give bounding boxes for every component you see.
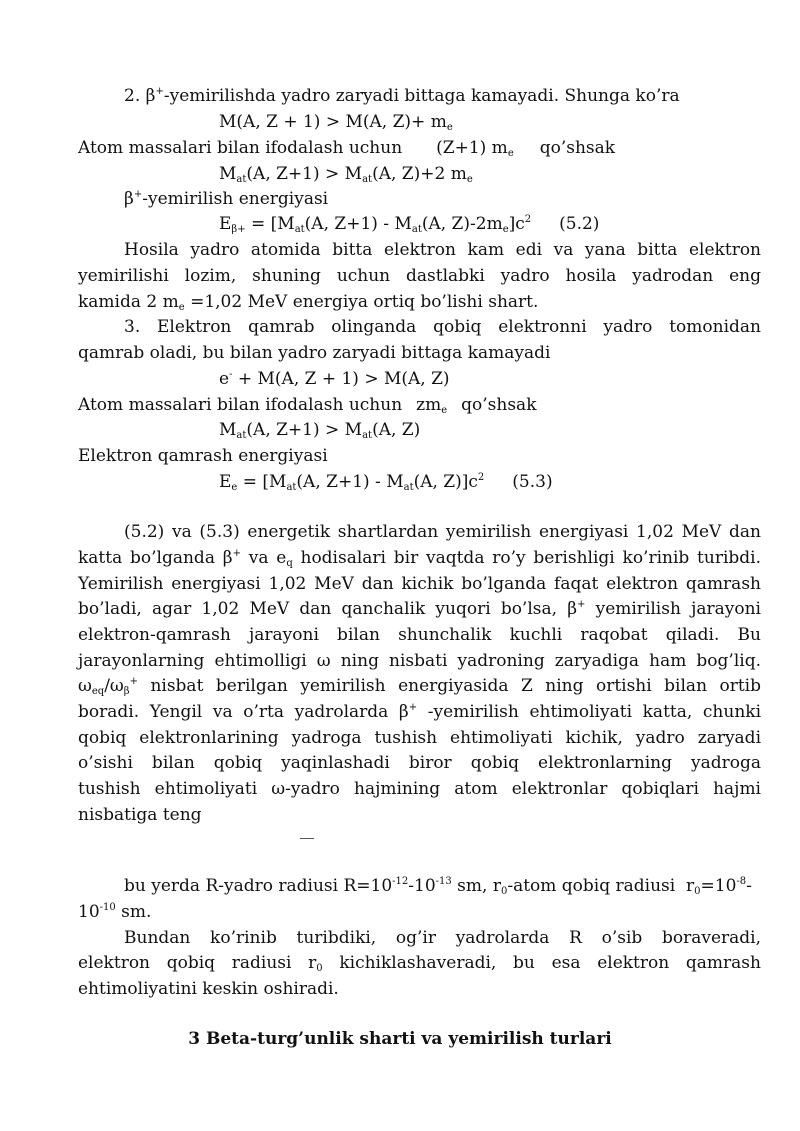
paragraph-5-line-1: Bundan ko’rinib turibdiki, og’ir yadrolarda R o’sib boraveradi, [124,928,761,948]
section-heading: 3 Beta-turg’unlik sharti va yemirilish turlari [188,1029,612,1049]
formula-placeholder-dash [300,838,314,839]
paragraph-3-line-8: boradi. Yengil va o’rta yadrolarda β+ -yemirilish ehtimoliyati katta, chunki [78,702,762,722]
inequality-mass-3: $M_{at}(A$, $Z+1) > M_{at}(A$, Z) [219,420,421,441]
paragraph-3-line-11: tushish ehtimoliyati ω-yadro hajmining atom elektronlar qobiqlari hajmi [78,779,761,799]
paragraph-3-line-2: katta bo’lganda β+ va $e_q$ hodisalari bir vaqtda ro’y berishligi ko’rinib turibdi. [78,548,762,569]
paragraph-2-line-2: qamrab oladi, bu bilan yadro zaryadi bittaga kamayadi [78,343,551,363]
paragraph-3-line-10: o’sishi bilan qobiq yaqinlashadi biror qobiq elektronlarning yadroga [78,753,761,773]
inequality-mass-1: M(A, Z + 1) > M(A, $Z)+ m_e$ [219,112,453,133]
line-electron-capture-energy: Elektron qamrash energiyasi [78,446,328,466]
line-beta-plus-energy: β+-yemirilish energiyasi [124,189,329,209]
reaction-electron-capture: e- + M(A, Z + 1) > M(A, Z) [219,369,450,389]
paragraph-3-line-3: Yemirilish energiyasi 1,02 MeV dan kichik bo’lganda faqat elektron qamrash [78,574,761,594]
equation-5-3: $E_e = [M_{at}(A$, $Z+1) - M_{at}(A$, $Z)]c^2$ (5.3) [219,472,553,493]
paragraph-3-line-7: $\omega_{eq}/\omega_\beta^+$ nisbat berilgan yemirilish energiyasida Z ning ortishi bilan ortib [78,676,761,697]
paragraph-3-line-12: nisbatiga teng [78,805,202,825]
paragraph-3-line-5: elektron-qamrash jarayoni bilan shunchalik kuchli raqobat qiladi. Bu [78,625,761,645]
line-atom-mass-2: Atom massalari bilan ifodalash uchun $zm_e$ qo’shsak [78,395,537,416]
paragraph-4-line-1: bu yerda R-yadro radiusi $R=10^{-12}-10^{-13}$ sm, $r_0$-atom qobiq radiusi $r_0=10^{-8}-$ [124,876,752,897]
paragraph-1-line-3: kamida 2 $m_e =1,02$ MeV energiya ortiq bo’lishi shart. [78,292,539,313]
paragraph-1-line-2: yemirilishi lozim, shuning uchun dastlabki yadro hosila yadrodan eng [78,266,761,286]
paragraph-1-line-1: Hosila yadro atomida bitta elektron kam edi va yana bitta elektron [124,240,761,260]
paragraph-5-line-3: ehtimoliyatini keskin oshiradi. [78,979,339,999]
paragraph-3-line-4: bo’ladi, agar 1,02 MeV dan qanchalik yuqori bo’lsa, β+ yemirilish jarayoni [78,599,761,619]
paragraph-3-line-9: qobiq elektronlarining yadroga tushish ehtimoliyati kichik, yadro zaryadi [78,728,761,748]
paragraph-4-line-2: $10^{-10}$ sm. [78,902,152,922]
line-atom-mass-1: Atom massalari bilan ifodalash uchun (Z+1) $m_e$ qo’shsak [78,138,616,159]
inequality-mass-2: $M_{at}(A$, $Z+1) > M_{at}(A$, Z)+2 $m_e$ [219,164,473,185]
equation-5-2: $E_{\beta+} = [M_{at}(A$, $Z+1) - M_{at}(A$, $Z)-2m_e]c^2$ (5.2) [219,214,600,235]
line-beta-plus-decay-intro: 2. β+-yemirilishda yadro zaryadi bittaga kamayadi. Shunga ko’ra [124,86,680,106]
paragraph-2-line-1: 3. Elektron qamrab olinganda qobiq elektronni yadro tomonidan [124,317,761,337]
paragraph-3-line-1: (5.2) va (5.3) energetik shartlardan yemirilish energiyasi 1,02 MeV dan [124,522,761,542]
paragraph-5-line-2: elektron qobiq radiusi $r_0$ kichiklashaveradi, bu esa elektron qamrash [78,953,761,974]
paragraph-3-line-6: jarayonlarning ehtimolligi ω ning nisbati yadroning zaryadiga ham bog’liq. [78,651,761,671]
